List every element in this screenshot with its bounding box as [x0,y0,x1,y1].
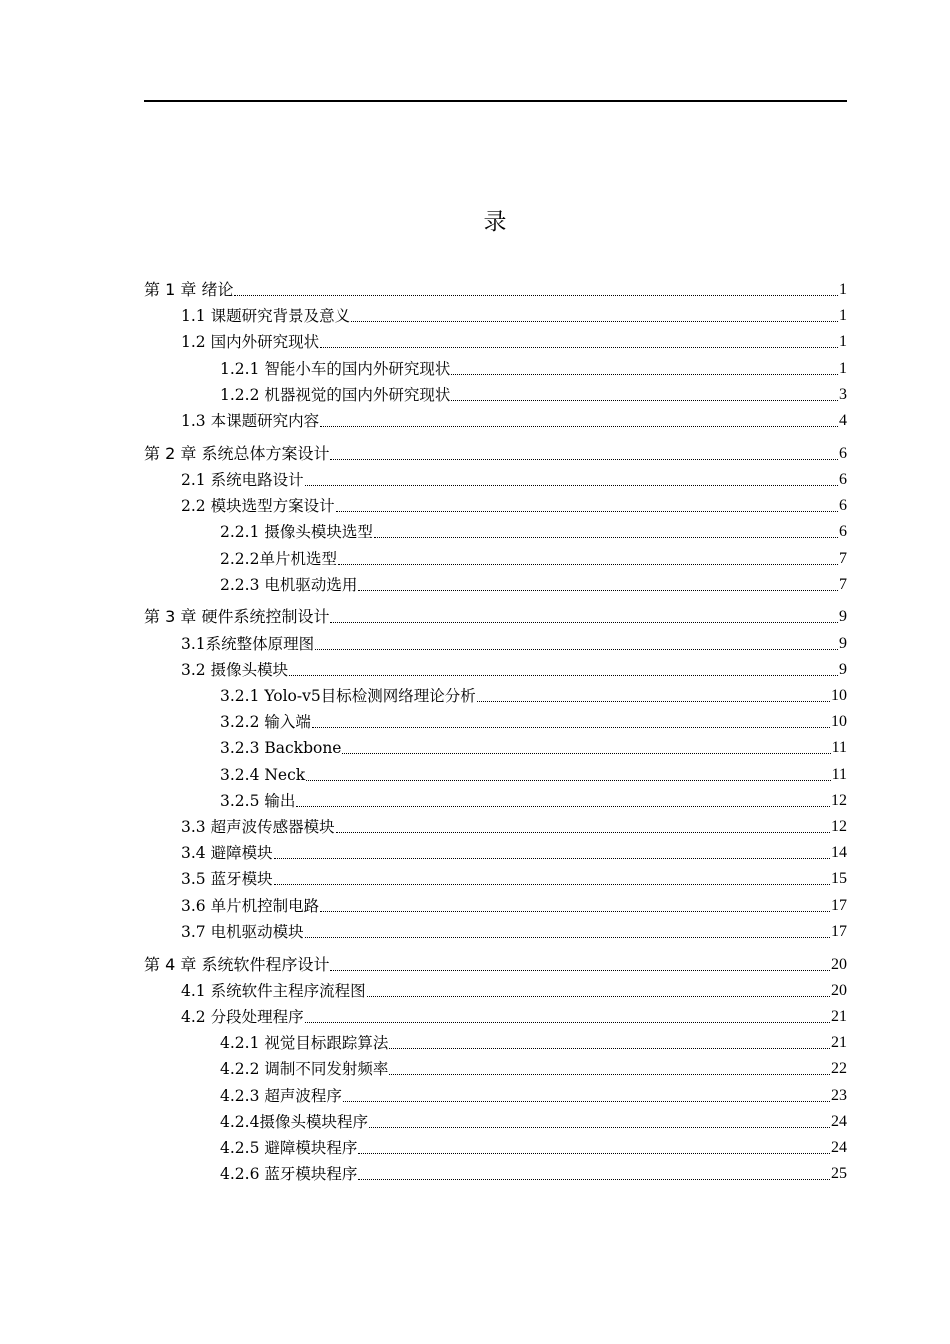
toc-entry-label: 1.3 本课题研究内容 [181,412,320,430]
toc-entry[interactable] [144,978,847,1002]
toc-entry[interactable] [144,814,847,838]
toc-page-number: 1 [839,307,847,325]
toc-page-number: 1 [839,333,847,351]
toc-entry-label: 1.2 国内外研究现状 [181,333,320,352]
toc-page-number: 1 [839,281,847,298]
toc-page-number: 11 [831,739,847,757]
toc-entry-label: 3.2.5 输出 [220,791,296,810]
toc-entry-label: 3.5 蓝牙模块 [181,870,273,889]
toc-entry[interactable] [144,762,847,786]
toc-entry-label: 第 1 章 绪论 [144,280,234,299]
toc-entry-label: 2.1 系统电路设计 [181,470,304,489]
toc-entry[interactable] [144,1109,847,1133]
toc-entry-label: 2.2 模块选型方案设计 [181,497,335,516]
toc-entry[interactable] [144,683,847,707]
toc-page-number: 20 [831,955,847,973]
dot-leader [451,373,838,375]
dot-leader [306,779,830,781]
dot-leader [351,320,838,322]
toc-page-number: 24 [831,1138,847,1156]
dot-leader [358,1152,830,1154]
toc-entry[interactable] [144,735,847,759]
toc-entry[interactable] [144,1083,847,1107]
toc-entry[interactable] [144,657,847,681]
toc-page-number: 23 [831,1086,847,1104]
toc-entry-label: 3.7 电机驱动模块 [181,922,304,941]
toc-entry[interactable] [144,893,847,917]
toc-entry-label: 2.2.2单片机选型 [220,549,337,568]
toc-entry[interactable] [144,1004,847,1028]
toc-entry[interactable] [144,1135,847,1159]
toc-page-number: 3 [839,385,847,403]
dot-leader [305,484,838,486]
toc-entry-label: 3.4 避障模块 [181,844,273,863]
toc-chapter-entry[interactable] [144,952,847,976]
toc-page-number: 25 [831,1165,847,1183]
toc-page-number: 15 [831,870,847,888]
toc-page-number: 9 [839,608,847,626]
toc-page-number: 17 [831,896,847,914]
toc-page-number: 20 [831,981,847,999]
toc-entry[interactable] [144,631,847,655]
toc-page-number: 6 [839,523,847,541]
toc-entry-label: 2.2.3 电机驱动选用 [220,575,358,594]
dot-leader [342,752,830,754]
toc-entry[interactable] [144,866,847,890]
toc-page-number: 22 [831,1060,847,1078]
toc-entry[interactable] [144,546,847,570]
toc-chapter-entry[interactable] [144,441,847,465]
toc-entry-label: 4.2.1 视觉目标跟踪算法 [220,1034,389,1053]
toc-page-number: 12 [831,791,847,809]
toc-entry-label: 第 2 章 系统总体方案设计 [144,443,330,463]
toc-entry-label: 4.2.3 超声波程序 [220,1086,342,1105]
toc-page-number: 6 [839,444,847,462]
dot-leader [315,648,838,650]
toc-entry-label: 1.1 课题研究背景及意义 [181,307,351,326]
toc-entry-label: 3.6 单片机控制电路 [181,896,320,915]
toc-entry[interactable] [144,788,847,812]
toc-entry-label: 4.2.2 调制不同发射频率 [220,1060,389,1079]
toc-entry-label: 3.3 超声波传感器模块 [181,818,335,836]
toc-entry[interactable] [144,1056,847,1080]
toc-entry[interactable] [144,572,847,596]
toc-entry-label: 第 3 章 硬件系统控制设计 [144,607,330,627]
dot-leader [234,294,838,296]
toc-page-number: 9 [839,660,847,678]
dot-leader [367,995,830,997]
dot-leader [389,1073,830,1075]
toc-entry-label: 3.2.3 Backbone [220,739,342,758]
toc-entry[interactable] [144,329,847,353]
dot-leader [320,910,830,912]
toc-entry[interactable] [144,493,847,517]
dot-leader [330,458,838,460]
dot-leader [343,1100,830,1102]
page-title: 录 [483,209,507,235]
dot-leader [274,857,830,859]
toc-entry-label: 3.2.2 输入端 [220,713,311,732]
toc-entry[interactable] [144,1030,847,1054]
toc-page-number: 4 [839,412,847,429]
toc-entry[interactable] [144,356,847,380]
toc-page-number: 7 [839,549,847,567]
toc-page-number: 24 [831,1112,847,1130]
toc-entry[interactable] [144,1161,847,1185]
dot-leader [389,1047,830,1049]
toc-chapter-entry[interactable] [144,277,847,301]
toc-page-number: 10 [831,713,847,731]
dot-leader [374,536,838,538]
toc-entry[interactable] [144,709,847,733]
dot-leader [451,399,838,401]
dot-leader [336,831,830,833]
toc-entry-label: 4.2.6 蓝牙模块程序 [220,1165,358,1184]
toc-entry-label: 4.1 系统软件主程序流程图 [181,981,366,1000]
dot-leader [338,563,838,565]
toc-entry[interactable] [144,519,847,543]
toc-entry[interactable] [144,382,847,406]
toc-entry-label: 2.2.1 摄像头模块选型 [220,523,373,542]
toc-page-number: 1 [839,359,847,377]
dot-leader [296,805,830,807]
toc-entry-label: 3.2.4 Neck [220,765,306,784]
toc-page-number: 21 [831,1007,847,1025]
dot-leader [274,883,830,885]
toc-page-number: 6 [839,497,847,515]
toc-entry[interactable] [144,919,847,943]
toc-page-number: 6 [839,470,847,488]
toc-page-number: 11 [831,765,847,783]
toc-entry[interactable] [144,408,847,432]
toc-page-number: 9 [839,634,847,652]
dot-leader [312,726,830,728]
dot-leader [330,969,830,971]
toc-entry-label: 3.2 摄像头模块 [181,660,289,679]
dot-leader [305,1021,830,1023]
dot-leader [330,621,838,623]
toc-entry[interactable] [144,303,847,327]
toc-entry-label: 3.1系统整体原理图 [181,634,315,653]
toc-entry-label: 第 4 章 系统软件程序设计 [144,954,330,974]
dot-leader [358,589,838,591]
toc-entry-label: 1.2.2 机器视觉的国内外研究现状 [220,385,451,404]
dot-leader [336,510,838,512]
toc-entry-label: 1.2.1 智能小车的国内外研究现状 [220,359,451,378]
toc-entry-label: 4.2.4摄像头模块程序 [220,1112,368,1131]
dot-leader [289,674,838,676]
dot-leader [477,700,830,702]
header-rule [144,100,847,102]
toc-page-number: 12 [831,818,847,835]
dot-leader [305,936,830,938]
toc-entry-label: 4.2.5 避障模块程序 [220,1138,358,1157]
dot-leader [369,1126,830,1128]
dot-leader [320,346,838,348]
toc-entry-label: 3.2.1 Yolo-v5目标检测网络理论分析 [220,687,476,705]
toc-page-number: 14 [831,844,847,862]
toc-page-number: 17 [831,922,847,940]
toc-entry-label: 4.2 分段处理程序 [181,1007,304,1026]
dot-leader [358,1178,830,1180]
dot-leader [320,425,838,427]
toc-page-number: 10 [831,687,847,704]
toc-page-number: 7 [839,575,847,593]
toc-entry[interactable] [144,467,847,491]
toc-chapter-entry[interactable] [144,604,847,628]
toc-entry[interactable] [144,840,847,864]
toc-page-number: 21 [831,1034,847,1052]
